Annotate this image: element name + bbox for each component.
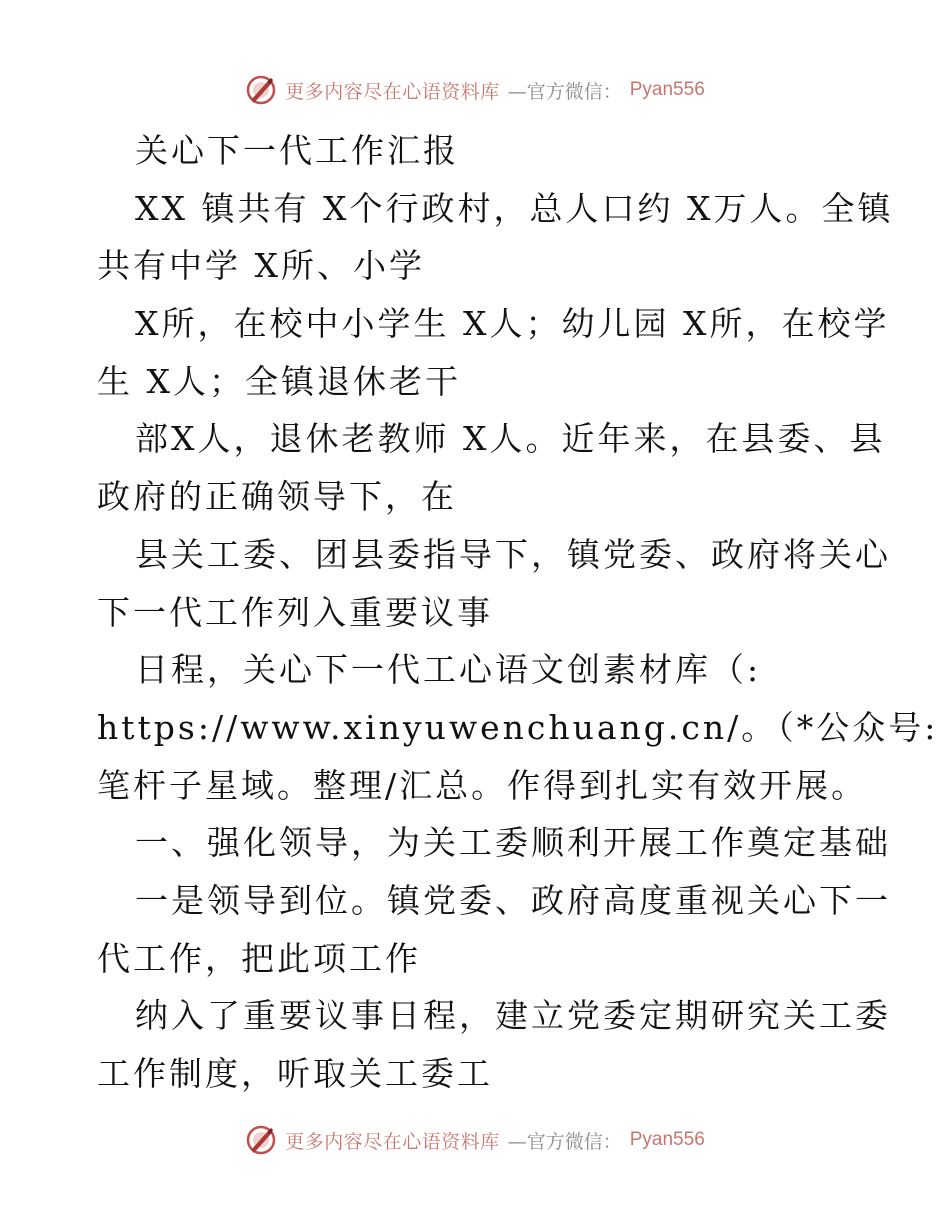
text-line: 县关工委、团县委指导下，镇党委、政府将关心 <box>135 534 891 574</box>
text-line: 下一代工作列入重要议事 <box>97 592 493 632</box>
section-heading: 一、强化领导，为关工委顺利开展工作奠定基础 <box>135 823 891 863</box>
header-watermark <box>0 70 950 110</box>
text-line: 生 X人；全镇退休老干 <box>97 361 461 401</box>
document-body <box>97 122 939 1103</box>
footer-watermark <box>0 1120 950 1160</box>
watermark-text: 更多内容尽在心语资料库 <box>285 80 500 103</box>
watermark-separator: —官方微信： <box>507 80 622 103</box>
text-line: 笔杆子星域。整理/汇总。作得到扎实有效开展。 <box>97 765 868 805</box>
text-line: 纳入了重要议事日程，建立党委定期研究关工委 <box>135 996 891 1036</box>
pen-logo-icon <box>245 74 277 106</box>
url-line: https://www.xinyuwenchuang.cn/。（*公众号: <box>97 707 939 747</box>
text-line: 共有中学 X所、小学 <box>97 246 425 286</box>
watermark-handle: Pyan556 <box>629 1129 705 1150</box>
watermark-separator: —官方微信： <box>507 1130 622 1153</box>
watermark-text: 更多内容尽在心语资料库 <box>285 1130 500 1153</box>
pen-logo-icon <box>245 1124 277 1156</box>
text-line: XX 镇共有 X个行政村，总人口约 X万人。全镇 <box>135 188 894 228</box>
text-line: 代工作，把此项工作 <box>97 938 421 978</box>
text-line: 政府的正确领导下，在 <box>97 477 457 517</box>
watermark-handle: Pyan556 <box>629 79 705 100</box>
text-line: 一是领导到位。镇党委、政府高度重视关心下一 <box>135 880 891 920</box>
text-line: 工作制度，听取关工委工 <box>97 1054 493 1093</box>
text-line: 日程，关心下一代工心语文创素材库（: <box>135 650 762 690</box>
text-line: 部X人，退休老教师 X人。近年来，在县委、县 <box>135 419 886 459</box>
doc-title: 关心下一代工作汇报 <box>135 131 459 170</box>
text-line: X所，在校中小学生 X人；幼儿园 X所，在校学 <box>135 304 890 344</box>
